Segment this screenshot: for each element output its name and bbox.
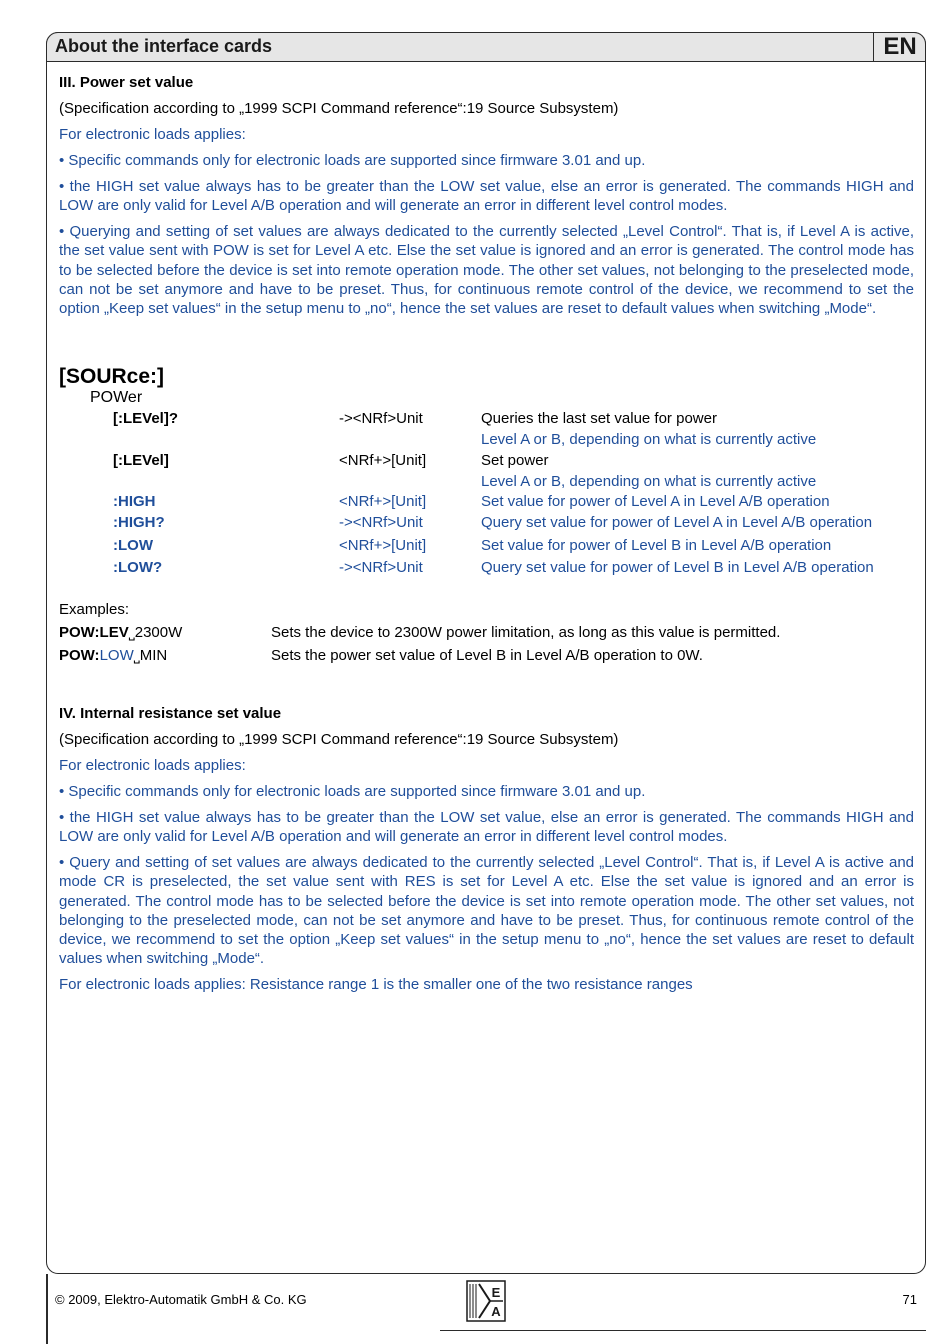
command-parameter: -><NRf>Unit	[339, 559, 423, 576]
command-subsystem: POWer	[90, 389, 143, 406]
page-title: About the interface cards	[55, 36, 273, 56]
command-name: [:LEVel]?	[113, 410, 179, 427]
bullet-paragraph: • Query and setting of set values are always dedicated to the currently selected „Level Control“. That is, if Level A is active and mode CR is preselected, the set value sent with RES is set for Level A etc. Else the set value is ignored and an error is generated. The control mode has to be selected before the device is set into remote operation mode. The other set values, not belonging to the preselected mode, can not be set anymore and have to be preset. Thus, for continuous remote control of the device, we recommend to set the option „Keep set values“ in the setup menu to „no“, hence the set values are reset to default values when switching „Mode“.	[59, 854, 914, 968]
example-command	[59, 623, 182, 642]
example-command-arg: ⎵MIN	[133, 647, 168, 664]
bullet-paragraph: • the HIGH set value always has to be greater than the LOW set value, else an error is generated. The commands HIGH and LOW are only valid for Level A/B operation and will generate an error in different level control modes.	[59, 178, 914, 215]
command-parameter: <NRf+>[Unit]	[339, 452, 427, 469]
command-description-note: Level A or B, depending on what is currently active	[481, 431, 817, 448]
example-command-name: POW:	[59, 647, 100, 664]
command-description: Query set value for power of Level B in Level A/B operation	[481, 559, 874, 576]
example-command	[59, 646, 167, 665]
applies-label: For electronic loads applies:	[59, 757, 246, 774]
command-parameter: -><NRf>Unit	[339, 514, 423, 531]
copyright-text: © 2009, Elektro-Automatik GmbH & Co. KG	[55, 1292, 307, 1307]
command-parameter: <NRf+>[Unit]	[339, 493, 427, 510]
page-frame-edge	[46, 1274, 48, 1344]
bullet-paragraph: • Specific commands only for electronic loads are supported since firmware 3.01 and up.	[59, 783, 646, 800]
bullet-paragraph: • Specific commands only for electronic loads are supported since firmware 3.01 and up.	[59, 152, 646, 169]
command-name: :HIGH?	[113, 514, 165, 531]
footer-divider	[440, 1330, 926, 1331]
command-group-title: [SOURce:]	[59, 365, 165, 388]
command-description: Set power	[481, 452, 549, 469]
logo-letter-e: E	[491, 1285, 501, 1300]
command-description: Set value for power of Level A in Level A/B operation	[481, 493, 830, 510]
command-parameter: <NRf+>[Unit]	[339, 537, 427, 554]
language-badge: EN	[873, 32, 926, 62]
logo-letter-a: A	[491, 1304, 501, 1319]
command-description: Queries the last set value for power	[481, 410, 717, 427]
command-name: [:LEVel]	[113, 452, 169, 469]
company-logo	[466, 1280, 506, 1322]
bullet-paragraph: • the HIGH set value always has to be greater than the LOW set value, else an error is generated. The commands HIGH and LOW are only valid for Level A/B operation and will generate an error in different level control modes.	[59, 809, 914, 846]
examples-label: Examples:	[59, 601, 130, 618]
bullet-paragraph: • Querying and setting of set values are always dedicated to the currently selected „Level Control“. That is, if Level A is active, the set value sent with POW is set for Level A etc. Else the set value is ignored and an error is generated. The control mode has to be selected before the device is set into remote operation mode. The other set values, not belonging to the preselected mode, can not be set anymore and have to be preset. Thus, for continuous remote control of the device, we recommend to set the option „Keep set values“ in the setup menu to „no“, hence the set values are reset to default values when switching „Mode“.	[59, 223, 914, 318]
section-heading: IV. Internal resistance set value	[59, 705, 282, 722]
section-heading: III. Power set value	[59, 74, 194, 91]
command-description: Set value for power of Level B in Level A/B operation	[481, 537, 832, 554]
command-description-note: Level A or B, depending on what is currently active	[481, 473, 817, 490]
specification-line: (Specification according to „1999 SCPI Command reference“:19 Source Subsystem)	[59, 100, 619, 117]
command-name: :LOW?	[113, 559, 163, 576]
page-number: 71	[902, 1292, 917, 1307]
example-command-arg: ⎵2300W	[128, 624, 183, 641]
command-name: :LOW	[113, 537, 153, 554]
command-description: Query set value for power of Level A in Level A/B operation	[481, 514, 873, 531]
command-parameter: -><NRf>Unit	[339, 410, 423, 427]
example-command-sub: LOW	[99, 647, 134, 664]
example-command-name: POW:LEV	[59, 624, 129, 641]
specification-line: (Specification according to „1999 SCPI Command reference“:19 Source Subsystem)	[59, 731, 619, 748]
command-name: :HIGH	[113, 493, 156, 510]
applies-label: For electronic loads applies:	[59, 126, 246, 143]
example-description: Sets the power set value of Level B in Level A/B operation to 0W.	[271, 647, 703, 664]
applies-note: For electronic loads applies: Resistance range 1 is the smaller one of the two resistance ranges	[59, 976, 693, 993]
example-description: Sets the device to 2300W power limitation, as long as this value is permitted.	[271, 624, 781, 641]
